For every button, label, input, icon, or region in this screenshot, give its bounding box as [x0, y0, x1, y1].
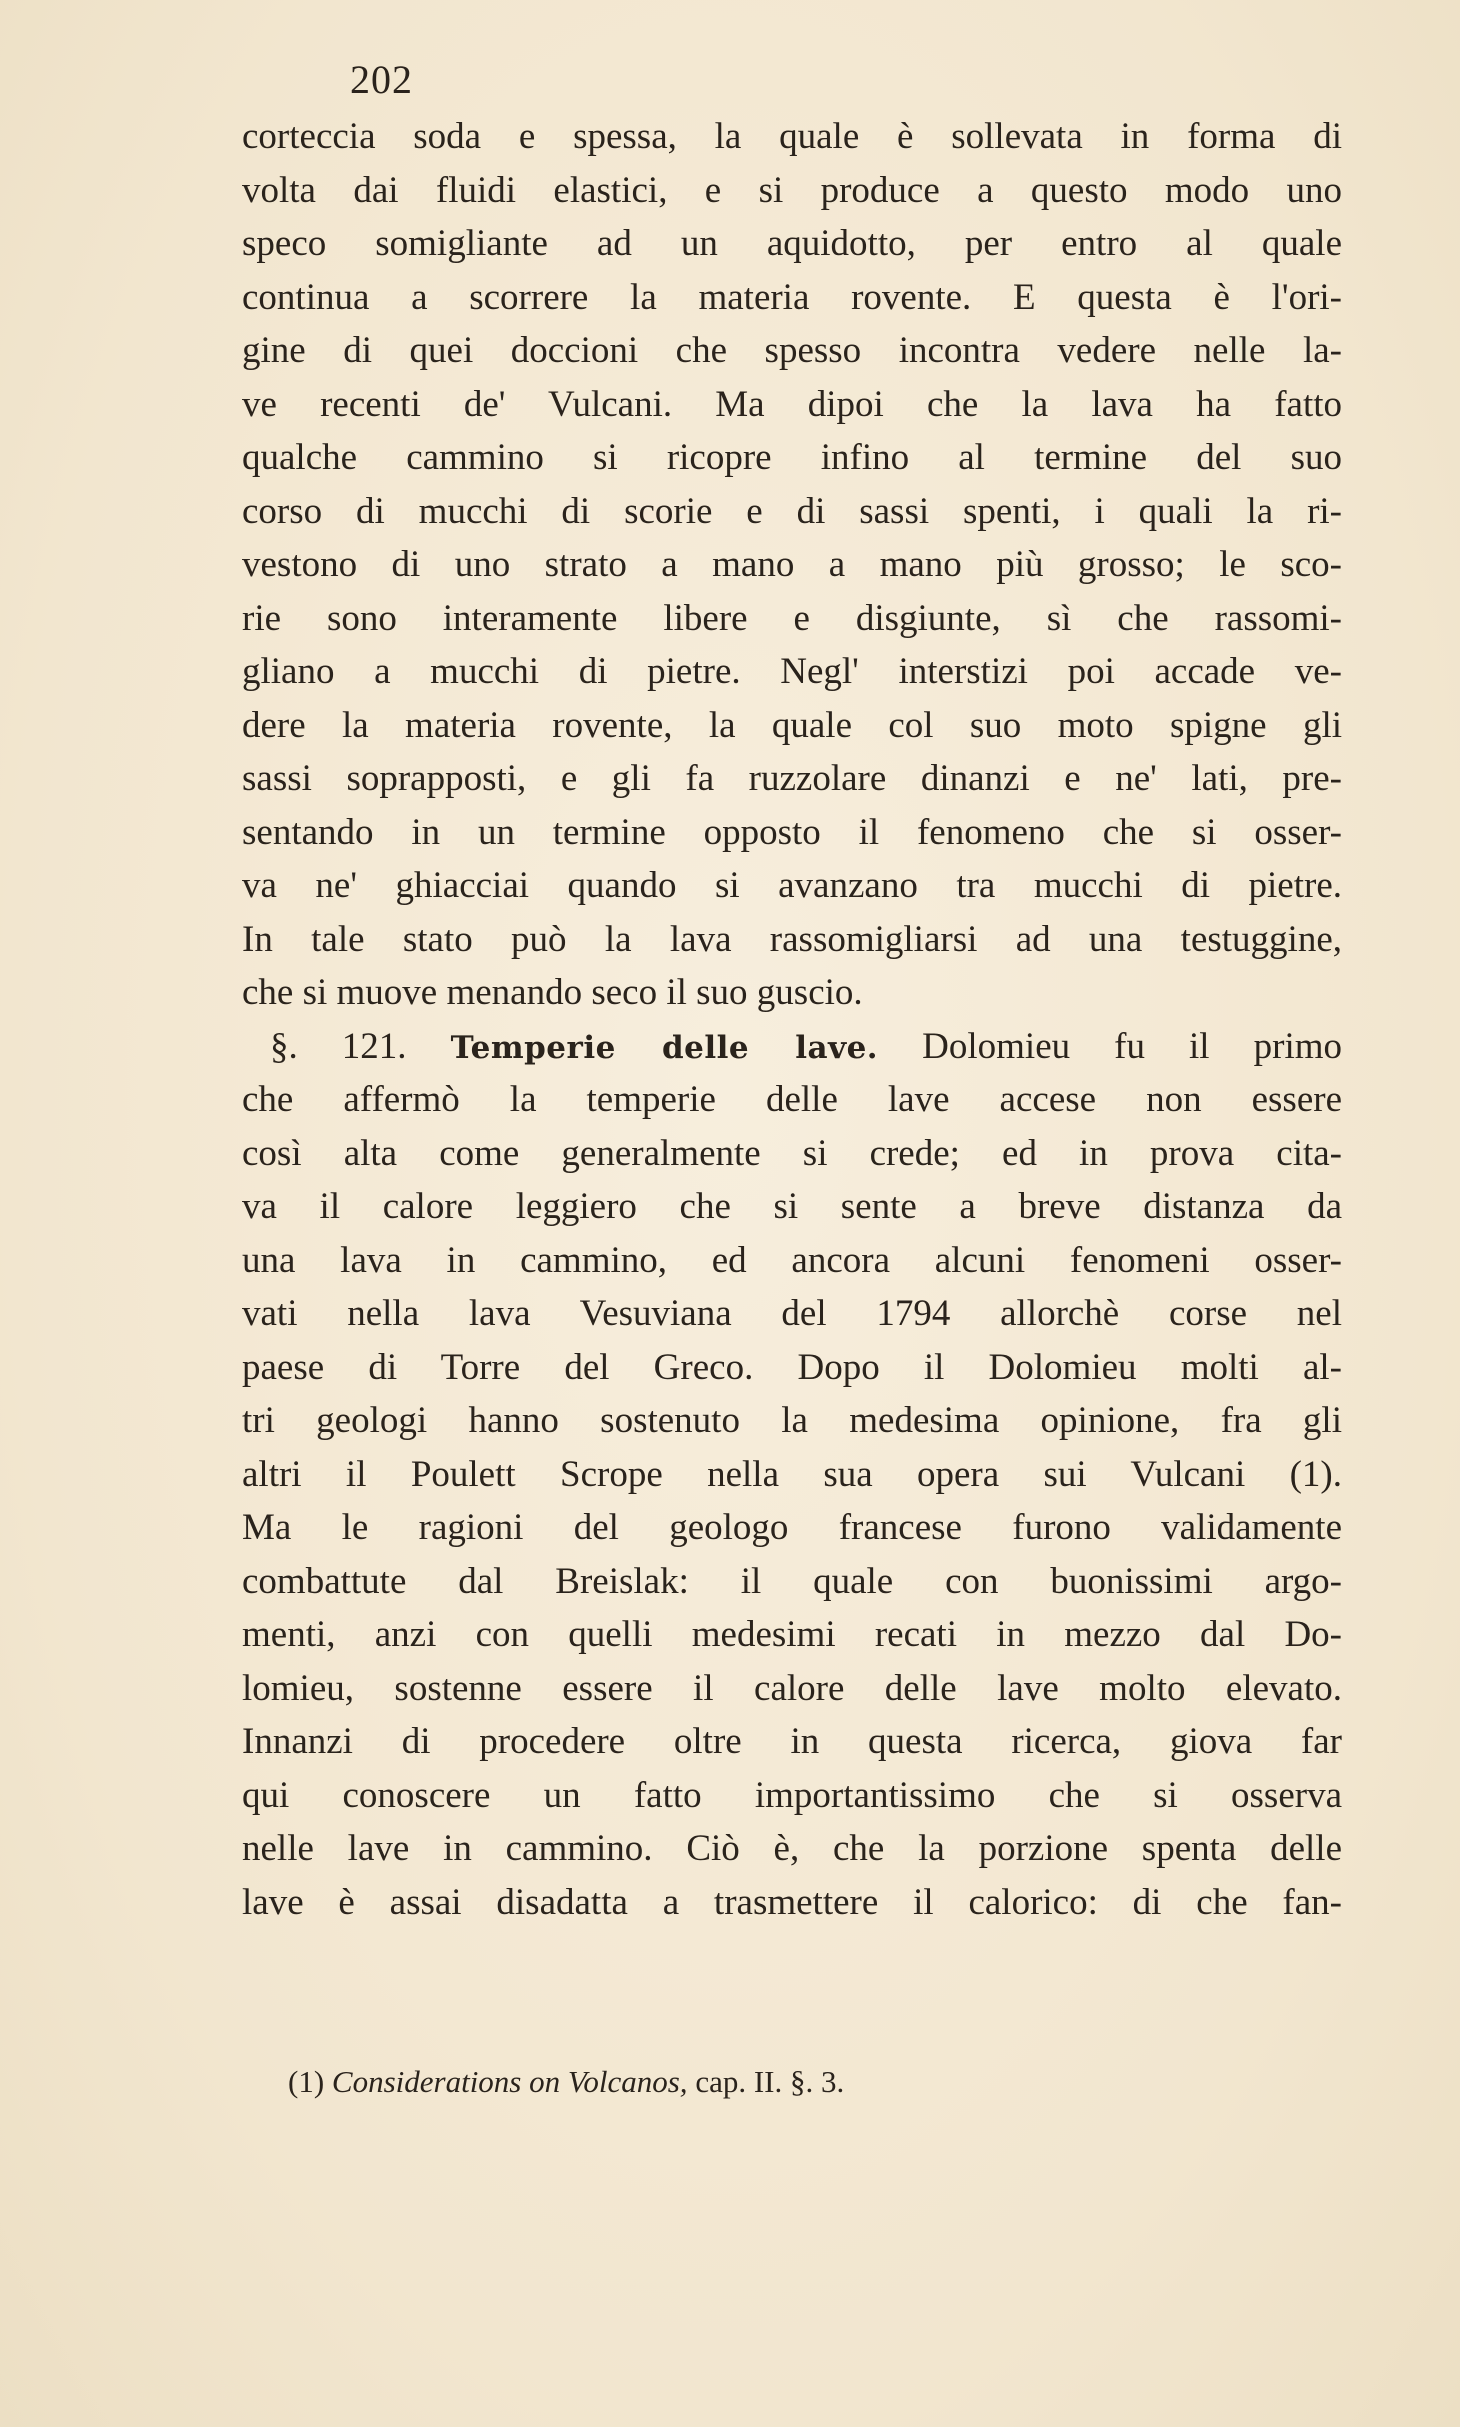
text-line: continua a scorrere la materia rovente. E questa è l'ori- — [242, 276, 1342, 318]
text-line: sentando in un termine opposto il fenomeno che si osser- — [242, 811, 1342, 853]
body-text — [242, 110, 1342, 1929]
text-line: corteccia soda e spessa, la quale è sollevata in forma di — [242, 116, 1342, 157]
text-line: dere la materia rovente, la quale col suo moto spigne gli — [242, 704, 1342, 746]
footnote-title: Considerations on Volcanos, — [331, 2064, 688, 2099]
section-heading-line — [242, 1020, 1342, 1074]
text-line: menti, anzi con quelli medesimi recati in mezzo dal Do- — [242, 1614, 1342, 1655]
text-line: rie sono interamente libere e disgiunte, sì che rassomi- — [242, 597, 1342, 639]
text-line: speco somigliante ad un aquidotto, per entro al quale — [242, 223, 1342, 264]
text-line: In tale stato può la lava rassomigliarsi ad una testuggine, — [242, 918, 1342, 960]
section-title: Temperie delle lave. — [450, 1029, 879, 1066]
text-line: Ma le ragioni del geologo francese furono validamente — [242, 1507, 1342, 1548]
footnote — [288, 2064, 844, 2100]
text-line: qui conoscere un fatto importantissimo che si osserva — [242, 1774, 1342, 1816]
text-line: lave è assai disadatta a trasmettere il calorico: di che fan- — [242, 1881, 1342, 1923]
text-line: che affermò la temperie delle lave accese non essere — [242, 1079, 1342, 1120]
footnote-reference: cap. II. §. 3. — [695, 2064, 845, 2099]
text-line: lomieu, sostenne essere il calore delle lave molto elevato. — [242, 1667, 1342, 1709]
text-line: così alta come generalmente si crede; ed in prova cita- — [242, 1132, 1342, 1174]
text-line: vestono di uno strato a mano a mano più grosso; le sco- — [242, 544, 1342, 585]
text-line: nelle lave in cammino. Ciò è, che la porzione spenta delle — [242, 1828, 1342, 1869]
text-line: va ne' ghiacciai quando si avanzano tra mucchi di pietre. — [242, 865, 1342, 906]
section-first-line-text: Dolomieu fu il primo — [922, 1025, 1343, 1067]
text-line: altri il Poulett Scrope nella sua opera sui Vulcani (1). — [242, 1453, 1342, 1495]
section-number: §. 121. — [270, 1025, 407, 1067]
text-line: sassi soprapposti, e gli fa ruzzolare dinanzi e ne' lati, pre- — [242, 758, 1342, 799]
footnote-marker: (1) — [288, 2064, 325, 2099]
text-line: Innanzi di procedere oltre in questa ricerca, giova far — [242, 1721, 1342, 1762]
text-line: vati nella lava Vesuviana del 1794 allorchè corse nel — [242, 1293, 1342, 1334]
text-line: una lava in cammino, ed ancora alcuni fenomeni osser- — [242, 1239, 1342, 1281]
text-line: combattute dal Breislak: il quale con buonissimi argo- — [242, 1560, 1342, 1602]
text-line: va il calore leggiero che si sente a breve distanza da — [242, 1186, 1342, 1227]
page-number: 202 — [350, 57, 413, 102]
text-line: tri geologi hanno sostenuto la medesima opinione, fra gli — [242, 1400, 1342, 1441]
text-line: gliano a mucchi di pietre. Negl' interstizi poi accade ve- — [242, 651, 1342, 692]
text-line: paese di Torre del Greco. Dopo il Dolomieu molti al- — [242, 1346, 1342, 1388]
text-line: che si muove menando seco il suo guscio. — [242, 972, 863, 1013]
text-line: volta dai fluidi elastici, e si produce a questo modo uno — [242, 169, 1342, 211]
text-line: gine di quei doccioni che spesso incontra vedere nelle la- — [242, 330, 1342, 371]
text-line: corso di mucchi di scorie e di sassi spenti, i quali la ri- — [242, 490, 1342, 532]
text-line: qualche cammino si ricopre infino al termine del suo — [242, 437, 1342, 478]
text-line: ve recenti de' Vulcani. Ma dipoi che la lava ha fatto — [242, 383, 1342, 425]
